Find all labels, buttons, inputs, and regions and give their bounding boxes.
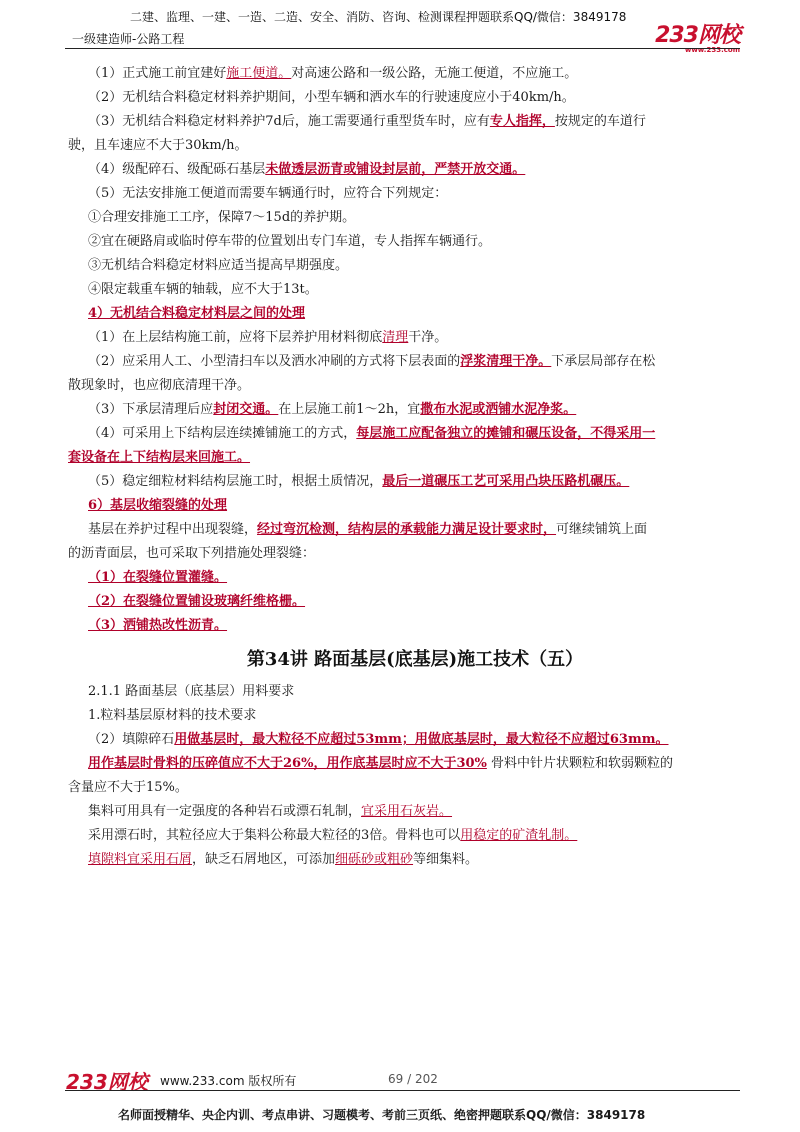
paragraph: 采用漂石时，其粒径应大于集料公称最大粒径的3倍。骨料也可以用稳定的矿渣轧制。 [88, 828, 578, 843]
list-item: ①合理安排施工工序，保障7～15d的养护期。 [88, 210, 356, 225]
paragraph: 基层在养护过程中出现裂缝，经过弯沉检测，结构层的承载能力满足设计要求时，可继续铺筑上面 [88, 522, 648, 537]
paragraph: （5）稳定细粒材料结构层施工时，根据土质情况，最后一道碾压工艺可采用凸块压路机碾压。 [88, 474, 630, 489]
paragraph: （4）可采用上下结构层连续摊铺施工的方式，每层施工应配备独立的摊铺和碾压设备，不得采用一 [88, 426, 656, 441]
paragraph: （3）无机结合料稳定材料养护7d后，施工需要通行重型货车时，应有专人指挥，按规定的车道行 [88, 114, 646, 129]
list-item: （1）在裂缝位置灌缝。 [88, 570, 228, 585]
list-item: （2）在裂缝位置铺设玻璃纤维格栅。 [88, 594, 306, 609]
lecture-title: 第34讲 路面基层(底基层)施工技术（五） [246, 649, 584, 670]
footer-copyright: www.233.com 版权所有 [160, 1074, 297, 1088]
paragraph: （1）正式施工前宜建好施工便道。对高速公路和一级公路，无施工便道，不应施工。 [88, 66, 578, 81]
paragraph: （5）无法安排施工便道而需要车辆通行时，应符合下列规定： [88, 186, 448, 201]
brand-logo: 233网校 www.233.com [655, 23, 740, 54]
paragraph: 用作基层时骨料的压碎值应不大于26%，用作底基层时应不大于30% 骨料中针片状颗粒和软弱颗粒的 [88, 756, 674, 771]
subsection-heading: 2.1.1 路面基层（底基层）用料要求 [88, 684, 295, 699]
header-subtitle: 一级建造师-公路工程 [72, 32, 185, 46]
paragraph: 填隙料宜采用石屑，缺乏石屑地区，可添加细砾砂或粗砂等细集料。 [88, 852, 479, 867]
document-body [68, 62, 742, 872]
header-ad-text: 二建、监理、一建、一造、二造、安全、消防、咨询、检测课程押题联系QQ/微信：3849178 [130, 10, 627, 24]
paragraph: （3）下承层清理后应封闭交通。在上层施工前1～2h，宜撒布水泥或洒铺水泥净浆。 [88, 402, 577, 417]
list-item: ④限定载重车辆的轴载，应不大于13t。 [88, 282, 318, 297]
list-item: ②宜在硬路肩或临时停车带的位置划出专门车道，专人指挥车辆通行。 [88, 234, 492, 249]
subsection-heading: 1.粒料基层原材料的技术要求 [88, 708, 257, 723]
paragraph: （2）应采用人工、小型清扫车以及洒水冲刷的方式将下层表面的浮浆清理干净。下承层局部存在松 [88, 354, 656, 369]
section-heading: 6）基层收缩裂缝的处理 [88, 498, 228, 513]
header-divider [65, 48, 740, 49]
paragraph: （2）填隙碎石用做基层时，最大粒径不应超过53mm；用做底基层时，最大粒径不应超过63mm。 [88, 732, 669, 747]
paragraph: 散现象时，也应彻底清理干净。 [68, 378, 251, 393]
paragraph: （4）级配碎石、级配砾石基层未做透层沥青或铺设封层前，严禁开放交通。 [88, 162, 526, 177]
paragraph: 的沥青面层，也可采取下列措施处理裂缝： [68, 546, 316, 561]
page-footer [0, 1062, 800, 1132]
section-heading: 4）无机结合料稳定材料层之间的处理 [88, 306, 306, 321]
footer-divider [65, 1090, 740, 1091]
list-item: ③无机结合料稳定材料应适当提高早期强度。 [88, 258, 349, 273]
paragraph: 含量应不大于15%。 [68, 780, 188, 795]
list-item: （3）洒铺热改性沥青。 [88, 618, 228, 633]
footer-logo: 233网校 [66, 1070, 148, 1094]
paragraph: （1）在上层结构施工前，应将下层养护用材料彻底清理干净。 [88, 330, 448, 345]
footer-ad-text: 名师面授精华、央企内训、考点串讲、习题模考、考前三页纸、绝密押题联系QQ/微信：3849178 [118, 1108, 646, 1122]
page-number: 69 / 202 [388, 1072, 438, 1086]
paragraph: （2）无机结合料稳定材料养护期间，小型车辆和洒水车的行驶速度应小于40km/h。 [88, 90, 575, 105]
page-header [0, 0, 800, 58]
paragraph: 驶，且车速应不大于30km/h。 [68, 138, 248, 153]
paragraph: 集料可用具有一定强度的各种岩石或漂石轧制，宜采用石灰岩。 [88, 804, 453, 819]
paragraph: 套设备在上下结构层来回施工。 [68, 450, 251, 465]
